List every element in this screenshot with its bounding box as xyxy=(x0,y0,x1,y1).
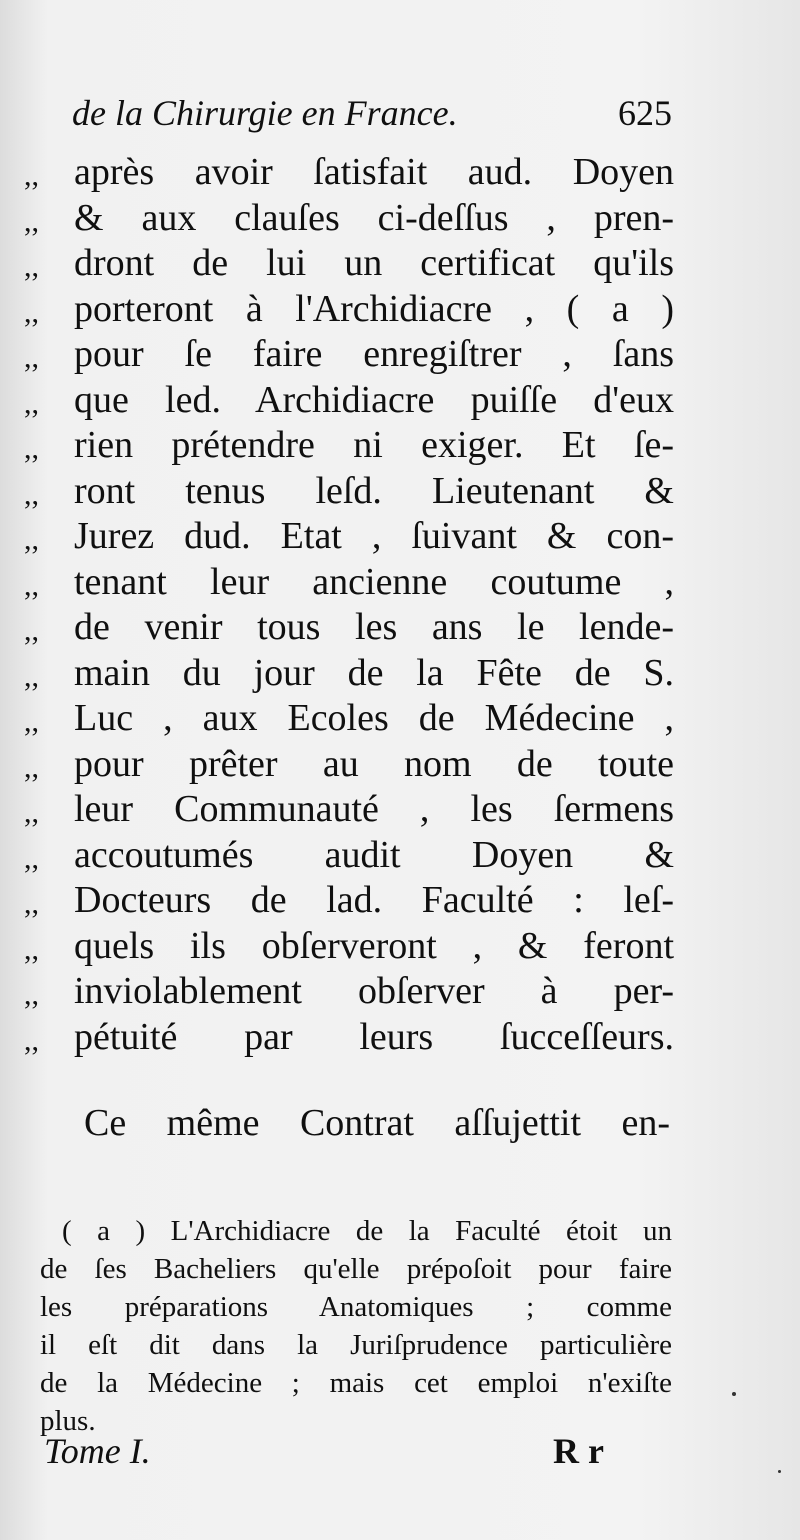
quote-mark: ,, xyxy=(24,796,39,829)
quote-mark: ,, xyxy=(24,841,39,875)
quote-mark: ,, xyxy=(24,159,39,192)
text-line: ,, tenant leur ancienne coutume , xyxy=(24,560,674,606)
text-line: ,, Docteurs de lad. Faculté : leſ- xyxy=(24,878,674,924)
text-line: ,, dront de lui un certificat qu'ils xyxy=(24,241,674,287)
text-line: ,, & aux clauſes ci-deſſus , pren- xyxy=(24,196,674,242)
ink-speck xyxy=(732,1392,736,1396)
page-footer xyxy=(44,1430,604,1480)
footnote xyxy=(40,1212,672,1440)
quote-mark: ,, xyxy=(24,523,39,556)
quote-mark: ,, xyxy=(24,204,39,238)
quote-mark: ,, xyxy=(24,614,39,647)
quote-mark: ,, xyxy=(24,477,39,511)
footnote-line: ( a ) L'Archidiacre de la Faculté étoit un xyxy=(62,1215,672,1247)
footnote-line: les préparations Anatomiques ; comme xyxy=(40,1291,672,1323)
text-line: ,, leur Communauté , les ſermens xyxy=(24,787,674,833)
running-header xyxy=(72,92,672,142)
text-line: ,, accoutumés audit Doyen & xyxy=(24,833,674,879)
volume-label: Tome I. xyxy=(44,1431,151,1471)
text-line: ,, inviolablement obſerver à per- xyxy=(24,969,674,1015)
quote-mark: ,, xyxy=(24,659,39,693)
text-line: ,, pétuité par leurs ſucceſſeurs. xyxy=(24,1015,674,1061)
text-line: ,, Luc , aux Ecoles de Médecine , xyxy=(24,696,674,742)
footnote-line: de ſes Bacheliers qu'elle prépoſoit pour faire xyxy=(40,1253,672,1285)
text-line: ,, quels ils obſerveront , & feront xyxy=(24,924,674,970)
quote-mark: ,, xyxy=(24,341,39,374)
quote-mark: ,, xyxy=(24,932,39,966)
running-title: de la Chirurgie en France. xyxy=(72,93,458,133)
text-line: ,, que led. Archidiacre puiſſe d'eux xyxy=(24,378,674,424)
text-line: ,, rien prétendre ni exiger. Et ſe- xyxy=(24,423,674,469)
footnote-line: de la Médecine ; mais cet emploi n'exiſte xyxy=(40,1367,672,1399)
quote-mark: ,, xyxy=(24,705,39,738)
text-line: ,, pour prêter au nom de toute xyxy=(24,742,674,788)
quote-mark: ,, xyxy=(24,750,39,784)
paragraph-start: Ce même Contrat aſſujettit en- xyxy=(84,1102,670,1144)
text-line: ,, de venir tous les ans le lende- xyxy=(24,605,674,651)
quote-mark: ,, xyxy=(24,1023,39,1057)
text-line: ,, main du jour de la Fête de S. xyxy=(24,651,674,697)
quote-mark: ,, xyxy=(24,568,39,602)
text-line: ,, Jurez dud. Etat , ſuivant & con- xyxy=(24,514,674,560)
footnote-line: il eſt dit dans la Juriſprudence particulière xyxy=(40,1329,672,1361)
quote-mark: ,, xyxy=(24,887,39,920)
quote-mark: ,, xyxy=(24,978,39,1011)
text-line: ,, pour ſe faire enregiſtrer , ſans xyxy=(24,332,674,378)
text-line: ,, porteront à l'Archidiacre , ( a ) xyxy=(24,287,674,333)
quote-mark: ,, xyxy=(24,250,39,283)
text-line: ,, après avoir ſatisfait aud. Doyen xyxy=(24,150,674,196)
signature-mark: R r xyxy=(553,1431,604,1471)
text-line: ,, ront tenus leſd. Lieutenant & xyxy=(24,469,674,515)
quote-mark: ,, xyxy=(24,432,39,465)
ink-speck xyxy=(778,1470,781,1473)
footnote-line: plus. xyxy=(40,1405,96,1437)
quote-mark: ,, xyxy=(24,295,39,329)
main-text xyxy=(24,150,674,1060)
page-number: 625 xyxy=(618,93,672,133)
quote-mark: ,, xyxy=(24,386,39,420)
